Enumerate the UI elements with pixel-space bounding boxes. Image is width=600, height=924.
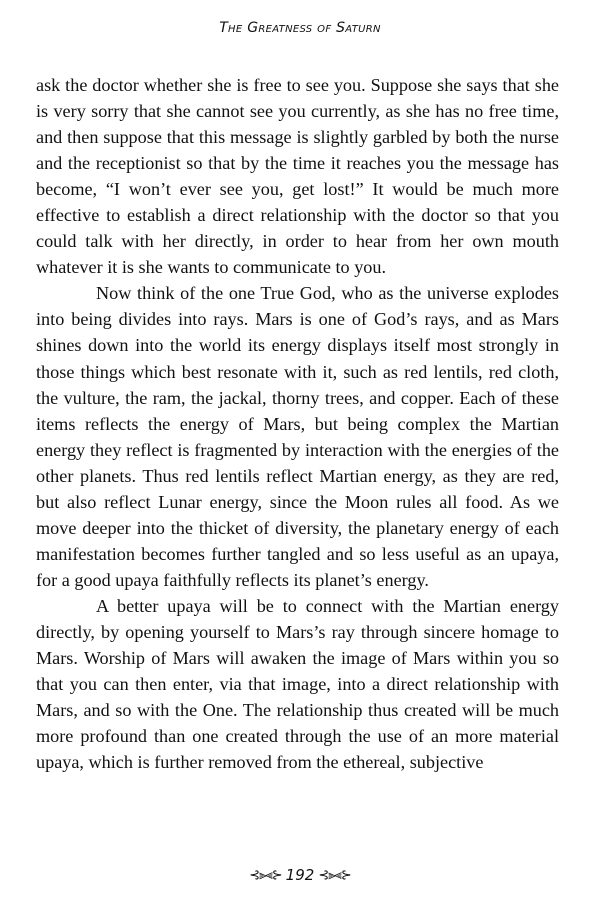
body-text bbox=[36, 72, 559, 775]
paragraph-2: Now think of the one True God, who as the universe explodes into being divides into rays. Mars is one of God’s rays, and as Mars shines down into the world its energy displays itself most strongly in those things which best resonate with it, such as red lentils, red cloth, the vulture, the ram, the jackal, thorny trees, and copper. Each of these items reflects the energy of Mars, but being complex the Martian energy they reflect is fragmented by interaction with the energies of the other planets. Thus red lentils reflect Martian energy, as they are red, but also reflect Lunar energy, since the Moon rules all food. As we move deeper into the thicket of diversity, the planetary energy of each manifestation becomes further tangled and so less useful as an upaya, for a good upaya faithfully reflects its planet’s energy. bbox=[36, 283, 559, 590]
ornament-left-icon: ⊰⫸⫷⊱ bbox=[249, 867, 282, 883]
paragraph-3: A better upaya will be to connect with the Martian energy directly, by opening yourself to Mars’s ray through sincere homage to Mars. Worship of Mars will awaken the image of Mars within you so that you can then enter, via that image, into a direct relationship with Mars, and so with the One. The relationship thus created will be much more profound than one created through the use of an more material upaya, which is further removed from the ethereal, subjective bbox=[36, 595, 559, 773]
page-footer bbox=[0, 866, 600, 884]
page-number: 192 bbox=[285, 866, 315, 884]
ornament-right-icon: ⊰⫸⫷⊱ bbox=[318, 867, 351, 883]
running-head: The Greatness of Saturn bbox=[219, 20, 381, 36]
paragraph-1: ask the doctor whether she is free to see you. Suppose she says that she is very sorry that she cannot see you currently, as she has no free time, and then suppose that this message is slightly garbled by both the nurse and the receptionist so that by the time it reaches you the message has become, “I won’t ever see you, get lost!” It would be much more effective to establish a direct relationship with the doctor so that you could talk with her directly, in order to hear from her own mouth whatever it is she wants to communicate to you. bbox=[36, 75, 559, 278]
